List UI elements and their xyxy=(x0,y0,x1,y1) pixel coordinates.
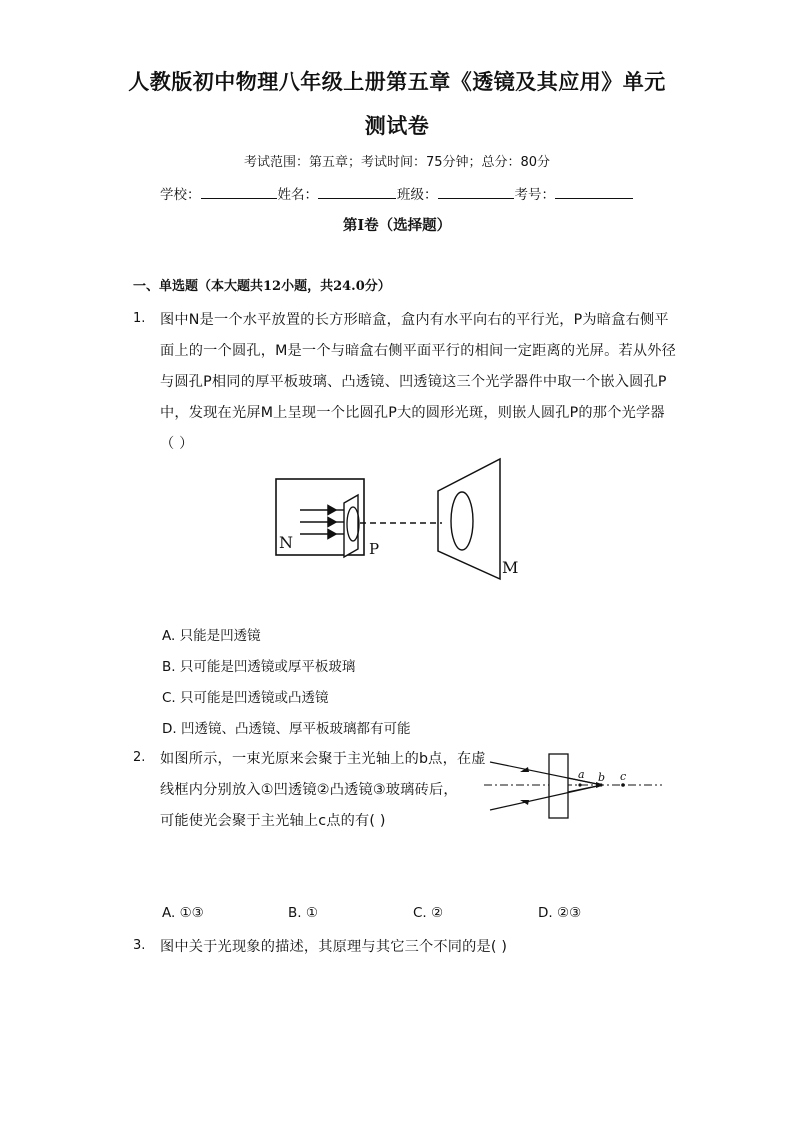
label-a: a xyxy=(578,768,585,781)
q1-option-b[interactable]: B. 只可能是凹透镜或厚平板玻璃 xyxy=(162,659,356,675)
volume-title: 第Ⅰ卷（选择题） xyxy=(342,217,452,234)
point-a xyxy=(578,783,581,786)
q1-line-5: （ ） xyxy=(160,436,194,452)
label-m: M xyxy=(502,558,519,577)
student-info-row xyxy=(160,183,633,203)
q2-line-2: 线框内分别放入①凹透镜②凸透镜③玻璃砖后， xyxy=(160,782,458,798)
class-label: 班级： xyxy=(397,187,438,203)
q1-option-a[interactable]: A. 只能是凹透镜 xyxy=(162,628,261,644)
page-title-line2: 测试卷 xyxy=(364,113,430,138)
label-n: N xyxy=(279,533,293,552)
label-p: P xyxy=(369,540,380,558)
point-c xyxy=(621,783,625,787)
number-blank[interactable] xyxy=(555,184,633,199)
question-number-3: 3. xyxy=(133,938,146,953)
dashed-frame xyxy=(549,754,568,818)
section-title: 一、单选题（本大题共12小题，共24.0分） xyxy=(133,279,391,294)
name-blank[interactable] xyxy=(318,184,396,199)
number-label: 考号： xyxy=(514,187,555,203)
parallel-light-arrows xyxy=(300,506,336,539)
hole-p-panel xyxy=(344,495,358,557)
q1-option-d[interactable]: D. 凹透镜、凸透镜、厚平板玻璃都有可能 xyxy=(162,721,411,737)
q1-line-4: 中，发现在光屏M上呈现一个比圆孔P大的圆形光斑，则嵌人圆孔P的那个光学器 xyxy=(160,405,665,421)
q1-figure xyxy=(270,455,530,585)
q2-option-c[interactable]: C. ② xyxy=(413,905,444,921)
q1-option-c[interactable]: C. 只可能是凹透镜或凸透镜 xyxy=(162,690,329,706)
label-c: c xyxy=(620,770,627,783)
screen-m xyxy=(438,459,500,579)
q3-line-1: 图中关于光现象的描述，其原理与其它三个不同的是( ) xyxy=(160,939,508,955)
q1-line-2: 面上的一个圆孔，M是一个与暗盒右侧平面平行的相间一定距离的光屏。若从外径 xyxy=(160,343,677,359)
q2-option-b[interactable]: B. ① xyxy=(288,905,318,921)
q1-line-3: 与圆孔P相同的厚平板玻璃、凸透镜、凹透镜这三个光学器件中取一个嵌入圆孔P xyxy=(160,374,667,390)
q2-line-1: 如图所示，一束光原来会聚于主光轴上的b点，在虚 xyxy=(160,751,486,767)
class-blank[interactable] xyxy=(438,184,514,199)
question-number-2: 2. xyxy=(133,750,146,765)
q1-line-1: 图中N是一个水平放置的长方形暗盒，盒内有水平向右的平行光，P为暗盒右侧平 xyxy=(160,312,669,328)
exam-info: 考试范围：第五章；考试时间：75分钟；总分：80分 xyxy=(243,155,551,170)
q2-option-a[interactable]: A. ①③ xyxy=(162,905,204,921)
school-blank[interactable] xyxy=(201,184,277,199)
page-title-line1: 人教版初中物理八年级上册第五章《透镜及其应用》单元 xyxy=(128,69,666,94)
q2-option-d[interactable]: D. ②③ xyxy=(538,905,582,921)
label-b: b xyxy=(598,771,606,784)
school-label: 学校： xyxy=(160,187,201,203)
name-label: 姓名： xyxy=(277,187,318,203)
q2-figure xyxy=(480,750,665,822)
light-spot xyxy=(451,492,473,550)
question-number-1: 1. xyxy=(133,311,146,326)
q2-line-3: 可能使光会聚于主光轴上c点的有( ) xyxy=(160,813,386,829)
